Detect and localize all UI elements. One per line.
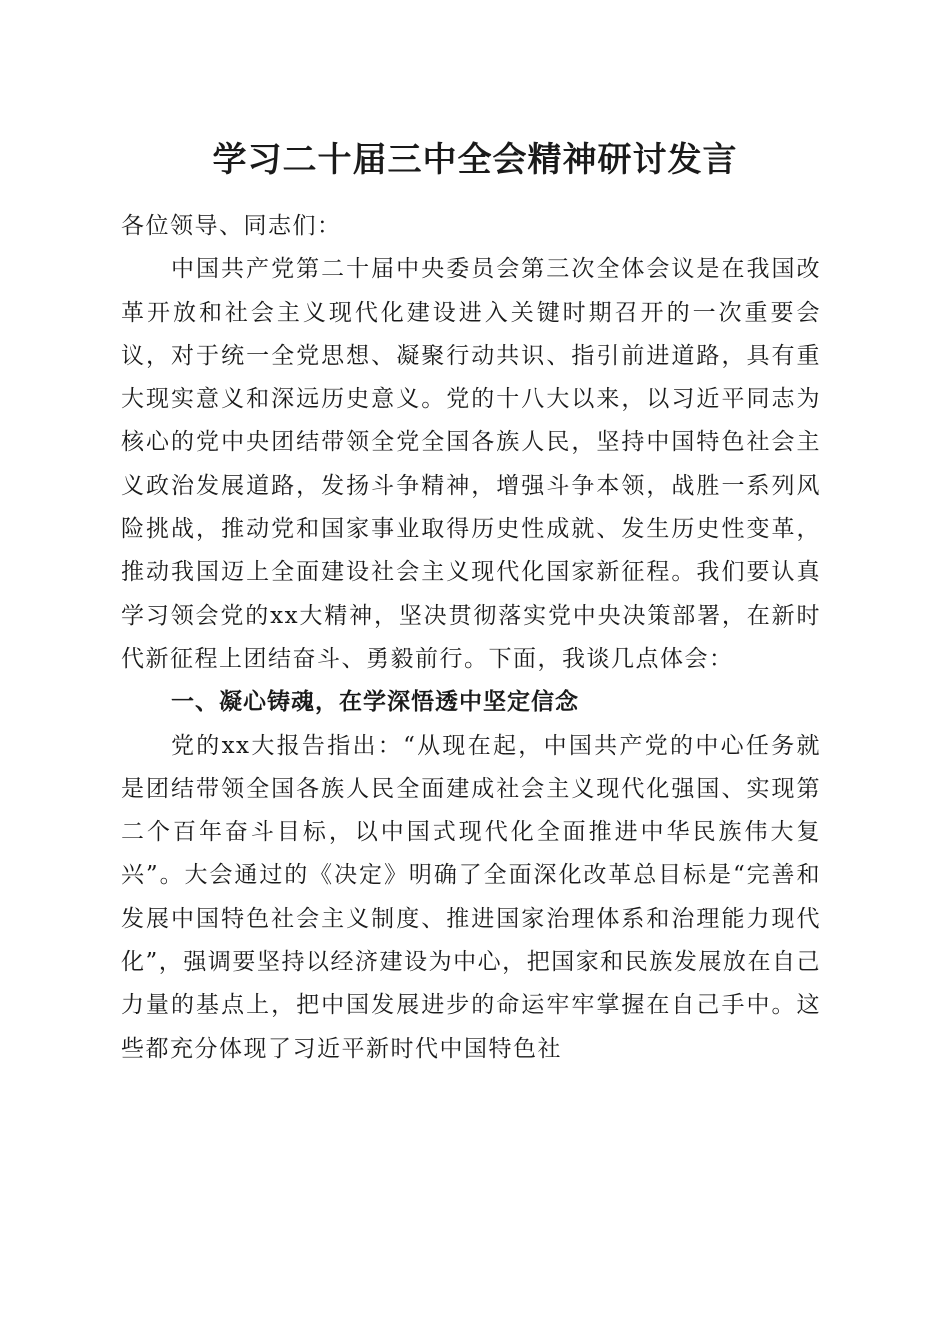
- section-heading: 一、凝心铸魂，在学深悟透中坚定信念: [171, 689, 579, 716]
- paragraph-section-one: 党的xx大报告指出：“从现在起，中国共产党的中心任务就是团结带领全国各族人民全面建成社会主义现代化强国、实现第二个百年奋斗目标，以中国式现代化全面推进中华民族伟大复兴”。大会通过的《决定》明确了全面深化改革总目标是“完善和发展中国特色社会主义制度、推进国家治理体系和治理能力现代化”，强调要坚持以经济建设为中心，把国家和民族发展放在自己力量的基点上，把中国发展进步的命运牢牢掌握在自己手中。这些都充分体现了习近平新时代中国特色社: [121, 732, 821, 1062]
- document-title: 学习二十届三中全会精神研讨发言: [212, 140, 738, 180]
- document-body: [121, 205, 821, 1071]
- salutation: 各位领导、同志们：: [121, 213, 342, 239]
- paragraph-intro: 中国共产党第二十届中央委员会第三次全体会议是在我国改革开放和社会主义现代化建设进入关键时期召开的一次重要会议，对于统一全党思想、凝聚行动共识、指引前进道路，具有重大现实意义和深远历史意义。党的十八大以来，以习近平同志为核心的党中央团结带领全党全国各族人民，坚持中国特色社会主义政治发展道路，发扬斗争精神，增强斗争本领，战胜一系列风险挑战，推动党和国家事业取得历史性成就、发生历史性变革，推动我国迈上全面建设社会主义现代化国家新征程。我们要认真学习领会党的xx大精神，坚决贯彻落实党中央决策部署，在新时代新征程上团结奋斗、勇毅前行。下面，我谈几点体会：: [121, 256, 821, 672]
